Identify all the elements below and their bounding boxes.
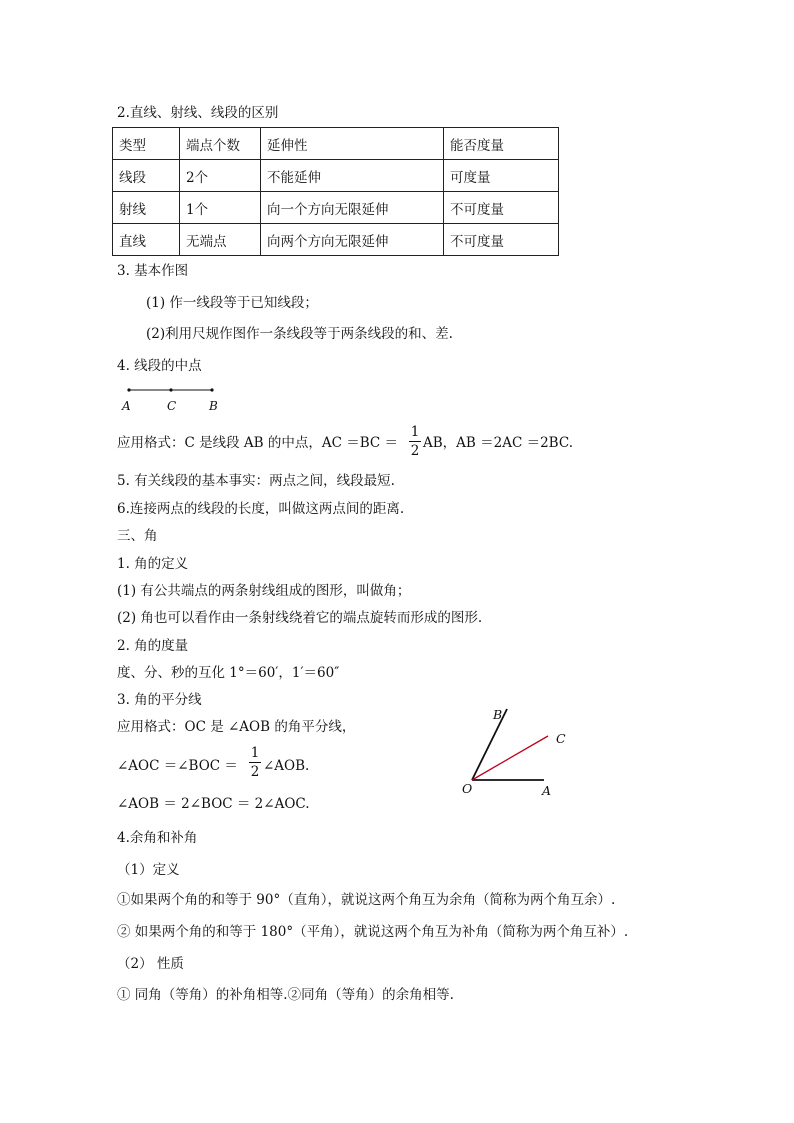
section3-heading: 3. 基本作图 (117, 263, 189, 279)
table-cell: 2个 (180, 160, 261, 192)
bisector-line1: 应用格式：OC 是 ∠AOB 的角平分线， (117, 719, 356, 735)
definition-supplementary: ② 如果两个角的和等于 180°（平角），就说这两个角互为补角（简称为两个角互补）. (117, 924, 629, 940)
table-cell: 射线 (113, 192, 180, 224)
bisector-line2-suffix: ∠AOB. (263, 758, 310, 774)
table-header-row (113, 128, 559, 160)
table-header-cell: 端点个数 (180, 128, 261, 160)
table-header-cell: 类型 (113, 128, 180, 160)
label-b: B (493, 707, 503, 722)
fraction-half (409, 424, 421, 459)
fraction-bar (249, 762, 261, 763)
angle-def-heading: 1. 角的定义 (117, 556, 189, 572)
fraction-denominator: 2 (250, 764, 260, 780)
point-b (210, 388, 213, 391)
fraction-numerator: 1 (410, 424, 420, 440)
line-types-table (112, 127, 559, 256)
table-cell: 无端点 (180, 224, 261, 256)
table-cell: 不可度量 (444, 224, 559, 256)
fact-line6: 6.连接两点的线段的长度，叫做这两点间的距离. (117, 501, 405, 517)
label-c: C (556, 731, 566, 746)
fraction-numerator: 1 (250, 745, 260, 761)
angle-measure-heading: 2. 角的度量 (117, 638, 189, 654)
label-o: O (462, 781, 473, 796)
fact-line5: 5. 有关线段的基本事实：两点之间，线段最短. (117, 473, 395, 489)
fraction-half-angle (249, 745, 261, 780)
angle-measure-text: 度、分、秒的互化 1°＝60′，1′＝60″ (117, 665, 340, 681)
fraction-bar (409, 441, 421, 442)
bisector-line2-prefix: ∠AOC ＝∠BOC ＝ (117, 758, 238, 774)
table-cell: 向两个方向无限延伸 (261, 224, 444, 256)
section3-item2: (2)利用尺规作图作一条线段等于两条线段的和、差. (146, 326, 453, 342)
table-cell: 线段 (113, 160, 180, 192)
definition-heading: （1）定义 (117, 862, 180, 878)
section3-item1: (1) 作一线段等于已知线段； (146, 295, 318, 311)
point-a (127, 388, 130, 391)
angle-def-item2: (2) 角也可以看作由一条射线绕着它的端点旋转而形成的图形. (117, 610, 483, 626)
part3-heading: 三、角 (117, 528, 158, 544)
label-c: C (167, 399, 177, 413)
midpoint-format-prefix: 应用格式：C 是线段 AB 的中点，AC ＝BC ＝ (117, 435, 399, 451)
bisector-heading: 3. 角的平分线 (117, 692, 202, 708)
midpoint-format-suffix: AB，AB ＝2AC ＝2BC. (423, 435, 573, 451)
property-heading: （2） 性质 (117, 956, 184, 972)
fraction-denominator: 2 (410, 443, 420, 459)
label-a: A (122, 399, 131, 413)
table-cell: 不能延伸 (261, 160, 444, 192)
table-row (113, 224, 559, 256)
table-row (113, 192, 559, 224)
comp-supp-heading: 4.余角和补角 (117, 830, 198, 846)
section4-heading: 4. 线段的中点 (117, 358, 202, 374)
table-cell: 不可度量 (444, 192, 559, 224)
table-cell: 直线 (113, 224, 180, 256)
table-header-cell: 能否度量 (444, 128, 559, 160)
definition-complementary: ①如果两个角的和等于 90°（直角），就说这两个角互为余角（简称为两个角互余）. (117, 892, 616, 908)
label-a: A (542, 783, 552, 798)
point-c (169, 388, 172, 391)
angle-bisector-diagram (455, 700, 585, 800)
table-cell: 1个 (180, 192, 261, 224)
bisector-line3: ∠AOB ＝ 2∠BOC ＝ 2∠AOC. (117, 796, 310, 812)
table-header-cell: 延伸性 (261, 128, 444, 160)
table-cell: 向一个方向无限延伸 (261, 192, 444, 224)
property-text: ① 同角（等角）的补角相等.②同角（等角）的余角相等. (117, 987, 454, 1003)
angle-def-item1: (1) 有公共端点的两条射线组成的图形，叫做角； (117, 583, 411, 599)
label-b: B (209, 399, 218, 413)
section2-heading: 2.直线、射线、线段的区别 (117, 105, 279, 121)
table-row (113, 160, 559, 192)
table-cell: 可度量 (444, 160, 559, 192)
